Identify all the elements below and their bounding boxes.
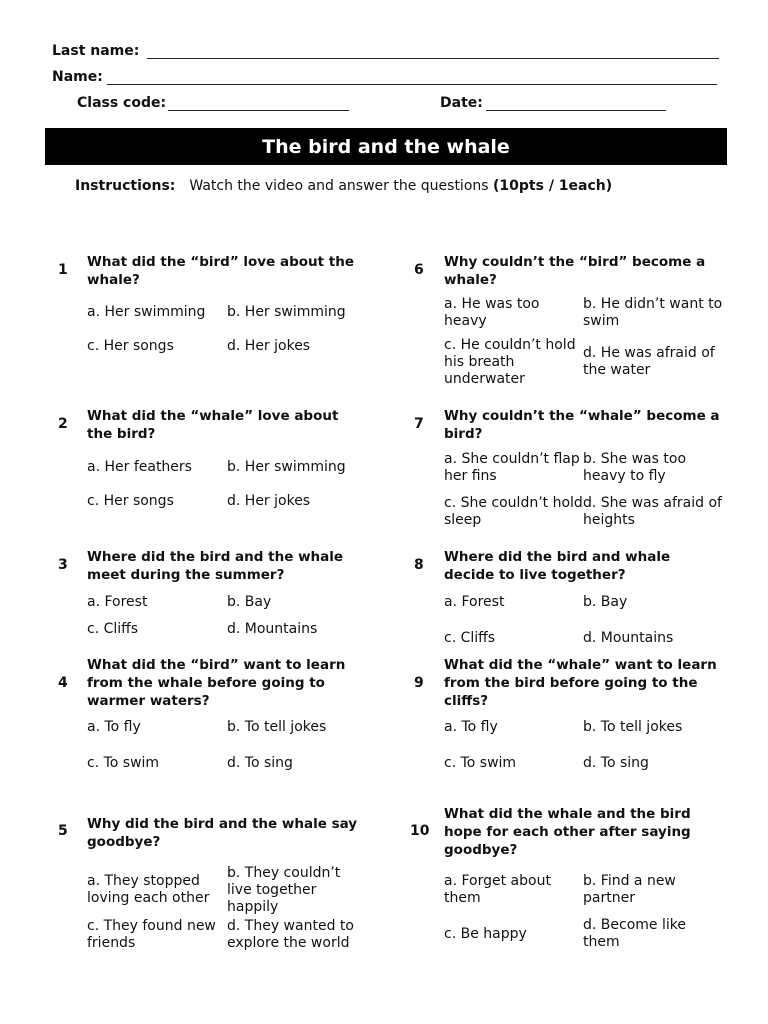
question-text: What did the “bird” want to learn from the whale before going to warmer waters?: [87, 657, 346, 709]
last-name-line[interactable]: [147, 58, 719, 59]
question-text: What did the “whale” want to learn from the bird before going to the cliffs?: [444, 657, 717, 709]
question-text: Why did the bird and the whale say goodbye?: [87, 816, 358, 850]
question-number: 5: [58, 823, 68, 839]
answer-option[interactable]: b. To tell jokes: [583, 719, 683, 735]
question-text: Where did the bird and the whale meet during the summer?: [87, 549, 344, 583]
question-number: 6: [414, 262, 424, 278]
question-text: What did the “whale” love about the bird?: [87, 408, 339, 442]
answer-option[interactable]: b. They couldn’t live together happily: [227, 865, 341, 915]
answer-option[interactable]: d. She was afraid of heights: [583, 495, 722, 528]
answer-option[interactable]: a. Her feathers: [87, 459, 192, 475]
answer-option[interactable]: b. Her swimming: [227, 459, 346, 475]
answer-option[interactable]: d. Mountains: [583, 630, 674, 646]
instructions-label: Instructions:: [75, 178, 176, 194]
answer-option[interactable]: d. Mountains: [227, 621, 318, 637]
class-code-label: Class code:: [77, 95, 167, 111]
answer-option[interactable]: c. Her songs: [87, 338, 174, 354]
answer-option[interactable]: a. To fly: [87, 719, 141, 735]
date-line[interactable]: [486, 110, 666, 111]
answer-option[interactable]: d. They wanted to explore the world: [227, 918, 354, 951]
answer-option[interactable]: b. Her swimming: [227, 304, 346, 320]
class-code-line[interactable]: [168, 110, 349, 111]
answer-option[interactable]: a. They stopped loving each other: [87, 873, 210, 906]
question-number: 10: [410, 823, 430, 839]
name-line[interactable]: [107, 84, 717, 85]
answer-option[interactable]: b. Bay: [583, 594, 628, 610]
answer-option[interactable]: c. She couldn’t hold sleep: [444, 495, 583, 528]
answer-option[interactable]: c. Cliffs: [444, 630, 496, 646]
instructions: [75, 178, 612, 194]
answer-option[interactable]: d. To sing: [227, 755, 293, 771]
answer-option[interactable]: c. Be happy: [444, 926, 527, 942]
question-text: Why couldn’t the “whale” become a bird?: [444, 408, 720, 442]
question-text: Why couldn’t the “bird” become a whale?: [444, 254, 706, 288]
answer-option[interactable]: a. She couldn’t flap her fins: [444, 451, 580, 484]
answer-option[interactable]: d. Her jokes: [227, 338, 311, 354]
answer-option[interactable]: a. Forest: [87, 594, 148, 610]
answer-option[interactable]: d. Her jokes: [227, 493, 311, 509]
date-label: Date:: [440, 95, 483, 111]
answer-option[interactable]: a. He was too heavy: [444, 296, 540, 329]
question-number: 8: [414, 557, 424, 573]
question-text: What did the “bird” love about the whale?: [87, 254, 354, 288]
answer-option[interactable]: d. He was afraid of the water: [583, 345, 715, 378]
answer-option[interactable]: b. To tell jokes: [227, 719, 327, 735]
answer-option[interactable]: b. She was too heavy to fly: [583, 451, 687, 484]
answer-option[interactable]: a. To fly: [444, 719, 498, 735]
answer-option[interactable]: a. Forget about them: [444, 873, 551, 906]
answer-option[interactable]: d. Become like them: [583, 917, 686, 950]
page-title: The bird and the whale: [45, 128, 727, 165]
answer-option[interactable]: c. Her songs: [87, 493, 174, 509]
question-text: Where did the bird and whale decide to live together?: [444, 549, 671, 583]
question-number: 2: [58, 416, 68, 432]
instructions-text: Watch the video and answer the questions: [189, 178, 489, 194]
question-text: What did the whale and the bird hope for each other after saying goodbye?: [444, 806, 691, 858]
answer-option[interactable]: c. He couldn’t hold his breath underwater: [444, 337, 576, 387]
answer-option[interactable]: c. To swim: [87, 755, 160, 771]
answer-option[interactable]: d. To sing: [583, 755, 649, 771]
answer-option[interactable]: c. They found new friends: [87, 918, 216, 951]
answer-option[interactable]: a. Forest: [444, 594, 505, 610]
last-name-label: Last name:: [52, 43, 140, 59]
answer-option[interactable]: c. Cliffs: [87, 621, 139, 637]
answer-option[interactable]: c. To swim: [444, 755, 517, 771]
name-label: Name:: [52, 69, 103, 85]
question-number: 1: [58, 262, 68, 278]
question-number: 9: [414, 675, 424, 691]
answer-option[interactable]: a. Her swimming: [87, 304, 206, 320]
answer-option[interactable]: b. Bay: [227, 594, 272, 610]
instructions-points: (10pts / 1each): [493, 178, 613, 194]
question-number: 3: [58, 557, 68, 573]
answer-option[interactable]: b. Find a new partner: [583, 873, 676, 906]
question-number: 4: [58, 675, 68, 691]
answer-option[interactable]: b. He didn’t want to swim: [583, 296, 723, 329]
question-number: 7: [414, 416, 424, 432]
